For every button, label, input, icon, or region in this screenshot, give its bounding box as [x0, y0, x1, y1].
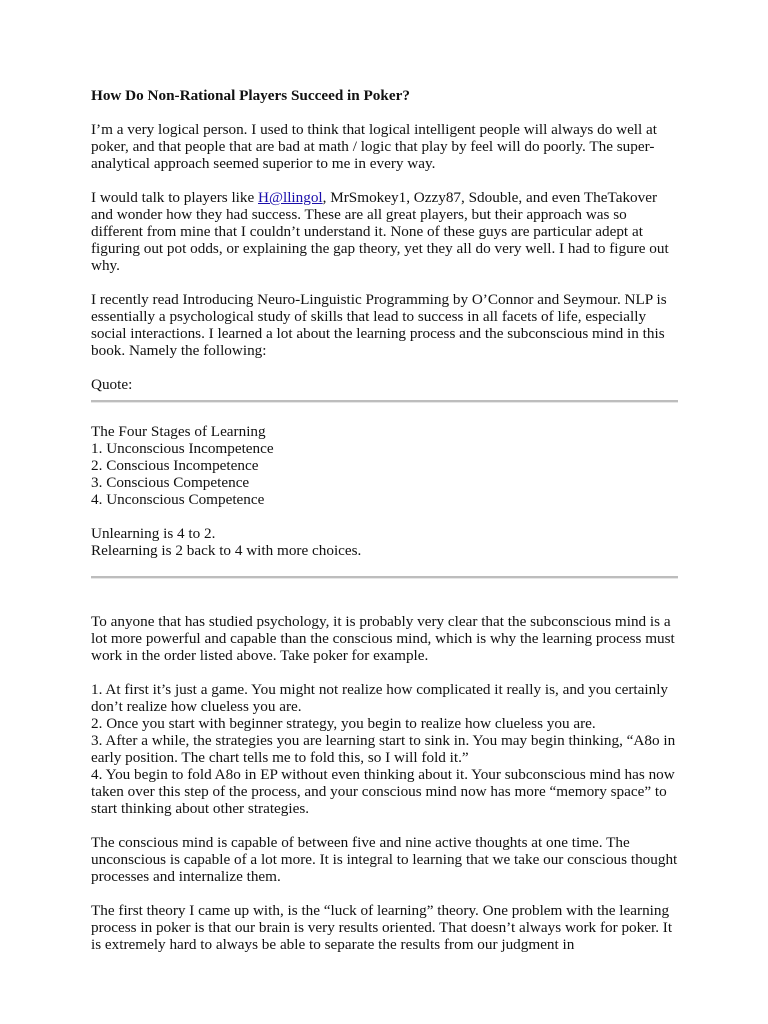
hallingol-link[interactable]: H@llingol [258, 189, 323, 206]
quote-bottom-divider [91, 576, 678, 579]
relearning-line: Relearning is 2 back to 4 with more choices. [91, 542, 362, 559]
quote-block [91, 423, 681, 508]
paragraph-psychology: To anyone that has studied psychology, it is probably very clear that the subconscious mind is a lot more powerful and capable than the conscious mind, which is why the learning process must work in the order listed above. Take poker for example. [91, 613, 675, 664]
article-title: How Do Non-Rational Players Succeed in Poker? [91, 87, 410, 104]
unlearning-line: Unlearning is 4 to 2. [91, 525, 216, 542]
quote-heading: The Four Stages of Learning [91, 423, 266, 440]
paragraph-players [91, 189, 681, 274]
paragraph-intro: I’m a very logical person. I used to think that logical intelligent people will always do well at poker, and that people that are bad at math / logic that play by feel will do poorly. The super-analytical approach seemed superior to me in every way. [91, 121, 658, 172]
stage-item: 2. Conscious Incompetence [91, 457, 259, 474]
step-item: 4. You begin to fold A8o in EP without even thinking about it. Your subconscious mind has now taken over this step of the process, and your conscious mind now has more “memory space” to start thinking about other strategies. [91, 766, 675, 817]
paragraph-conscious-mind: The conscious mind is capable of between five and nine active thoughts at one time. The unconscious is capable of a lot more. It is integral to learning that we take our conscious thought processes and internalize them. [91, 834, 678, 885]
paragraph-luck-theory: The first theory I came up with, is the “luck of learning” theory. One problem with the learning process in poker is that our brain is very results oriented. That doesn’t always work for poker. It is extremely hard to always be able to separate the results from our judgment in [91, 902, 673, 953]
quote-relearning [91, 525, 681, 559]
step-item: 3. After a while, the strategies you are learning start to sink in. You may begin thinking, “A8o in early position. The chart tells me to fold this, so I will fold it.” [91, 732, 676, 766]
paragraph-steps [91, 681, 681, 817]
step-item: 1. At first it’s just a game. You might not realize how complicated it really is, and you certainly don’t realize how clueless you are. [91, 681, 669, 715]
stage-item: 4. Unconscious Competence [91, 491, 265, 508]
quote-label: Quote: [91, 376, 133, 393]
players-text-start: I would talk to players like [91, 189, 259, 206]
quote-top-divider [91, 400, 678, 403]
paragraph-nlp: I recently read Introducing Neuro-Linguistic Programming by O’Connor and Seymour. NLP is essentially a psychological study of skills that lead to success in all facets of life, especially social interactions. I learned a lot about the learning process and the subconscious mind in this book. Namely the following: [91, 291, 667, 359]
stage-item: 1. Unconscious Incompetence [91, 440, 274, 457]
players-text-end: , MrSmokey1, Ozzy87, Sdouble, and even TheTakover and wonder how they had success. These are all great players, but their approach was so different from mine that I couldn’t understand it. None of these guys are particular adept at figuring out pot odds, or explaining the gap theory, yet they all do very well. I had to figure out why. [91, 189, 669, 274]
stage-item: 3. Conscious Competence [91, 474, 250, 491]
step-item: 2. Once you start with beginner strategy, you begin to realize how clueless you are. [91, 715, 596, 732]
document-page [91, 87, 681, 970]
